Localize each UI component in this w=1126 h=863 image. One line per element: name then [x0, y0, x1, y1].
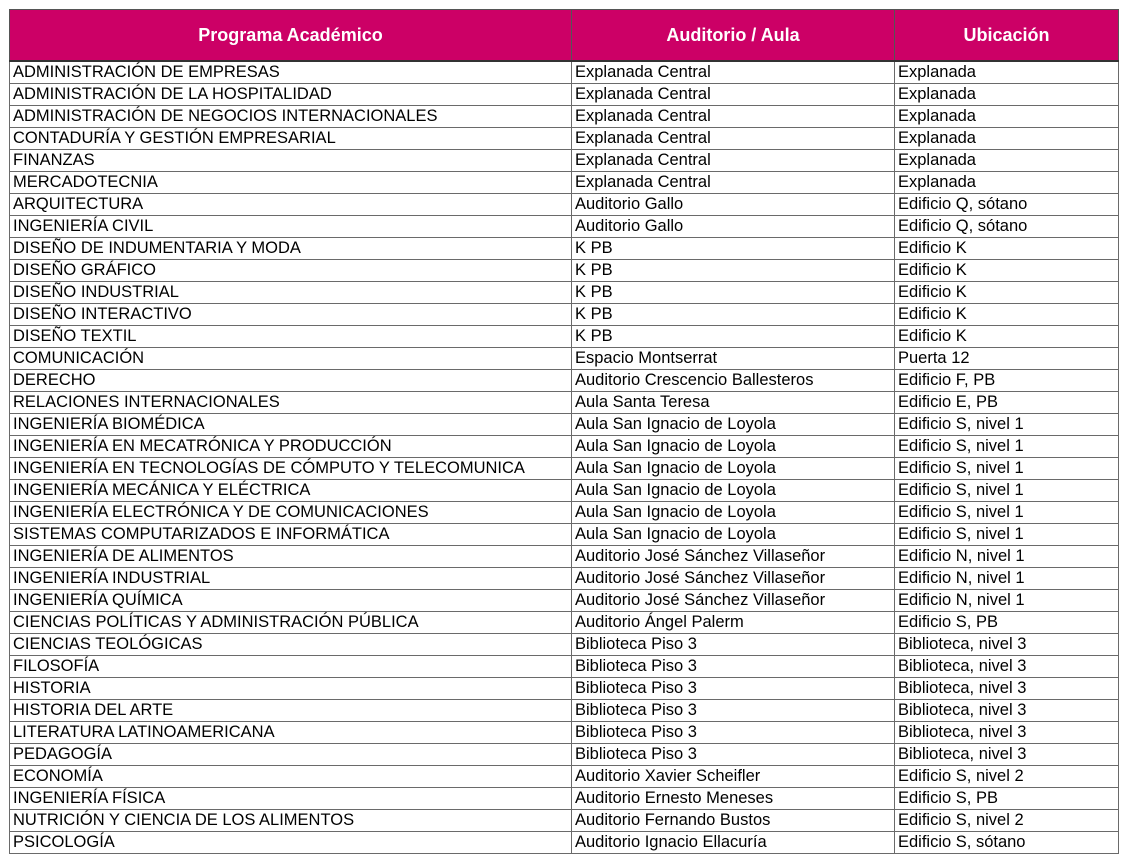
ubicacion-cell: Edificio Q, sótano [895, 216, 1119, 238]
table-row [10, 502, 1119, 524]
table-row [10, 766, 1119, 788]
ubicacion-cell: Edificio S, PB [895, 612, 1119, 634]
header-programa: Programa Académico [10, 10, 572, 62]
programa-cell: ARQUITECTURA [10, 194, 572, 216]
programa-cell: INGENIERÍA FÍSICA [10, 788, 572, 810]
programa-cell: DISEÑO TEXTIL [10, 326, 572, 348]
programa-cell: PEDAGOGÍA [10, 744, 572, 766]
ubicacion-cell: Biblioteca, nivel 3 [895, 678, 1119, 700]
auditorio-cell: Explanada Central [572, 61, 895, 84]
auditorio-cell: Biblioteca Piso 3 [572, 744, 895, 766]
ubicacion-cell: Edificio S, nivel 1 [895, 458, 1119, 480]
programa-cell: INGENIERÍA QUÍMICA [10, 590, 572, 612]
ubicacion-cell: Edificio N, nivel 1 [895, 568, 1119, 590]
table-row [10, 744, 1119, 766]
programa-cell: PSICOLOGÍA [10, 832, 572, 854]
ubicacion-cell: Edificio N, nivel 1 [895, 546, 1119, 568]
ubicacion-cell: Explanada [895, 106, 1119, 128]
table-row [10, 524, 1119, 546]
table-row [10, 172, 1119, 194]
header-row [10, 10, 1119, 62]
table-row [10, 788, 1119, 810]
programa-cell: NUTRICIÓN Y CIENCIA DE LOS ALIMENTOS [10, 810, 572, 832]
auditorio-cell: K PB [572, 326, 895, 348]
programa-cell: INGENIERÍA MECÁNICA Y ELÉCTRICA [10, 480, 572, 502]
programa-cell: HISTORIA [10, 678, 572, 700]
auditorio-cell: Aula San Ignacio de Loyola [572, 524, 895, 546]
auditorio-cell: Explanada Central [572, 128, 895, 150]
ubicacion-cell: Explanada [895, 150, 1119, 172]
table-row [10, 634, 1119, 656]
header-auditorio: Auditorio / Aula [572, 10, 895, 62]
auditorio-cell: Biblioteca Piso 3 [572, 722, 895, 744]
auditorio-cell: Auditorio Xavier Scheifler [572, 766, 895, 788]
table-row [10, 150, 1119, 172]
ubicacion-cell: Explanada [895, 61, 1119, 84]
table-row [10, 700, 1119, 722]
table-row [10, 568, 1119, 590]
auditorio-cell: Auditorio Gallo [572, 216, 895, 238]
programa-cell: ADMINISTRACIÓN DE EMPRESAS [10, 61, 572, 84]
auditorio-cell: Explanada Central [572, 150, 895, 172]
auditorio-cell: Auditorio Ignacio Ellacuría [572, 832, 895, 854]
programa-cell: HISTORIA DEL ARTE [10, 700, 572, 722]
ubicacion-cell: Edificio K [895, 326, 1119, 348]
auditorio-cell: K PB [572, 260, 895, 282]
table-row [10, 282, 1119, 304]
auditorio-cell: Auditorio Ernesto Meneses [572, 788, 895, 810]
ubicacion-cell: Edificio S, sótano [895, 832, 1119, 854]
auditorio-cell: Auditorio Ángel Palerm [572, 612, 895, 634]
programa-cell: INGENIERÍA CIVIL [10, 216, 572, 238]
programa-cell: DISEÑO INDUSTRIAL [10, 282, 572, 304]
table-row [10, 810, 1119, 832]
ubicacion-cell: Biblioteca, nivel 3 [895, 744, 1119, 766]
programa-cell: RELACIONES INTERNACIONALES [10, 392, 572, 414]
auditorio-cell: K PB [572, 238, 895, 260]
programa-cell: FILOSOFÍA [10, 656, 572, 678]
ubicacion-cell: Edificio S, nivel 2 [895, 810, 1119, 832]
auditorio-cell: Aula Santa Teresa [572, 392, 895, 414]
table-row [10, 194, 1119, 216]
table-row [10, 656, 1119, 678]
table-header [10, 10, 1119, 62]
ubicacion-cell: Edificio K [895, 260, 1119, 282]
ubicacion-cell: Edificio S, nivel 1 [895, 524, 1119, 546]
ubicacion-cell: Edificio F, PB [895, 370, 1119, 392]
auditorio-cell: Biblioteca Piso 3 [572, 678, 895, 700]
programa-cell: INGENIERÍA INDUSTRIAL [10, 568, 572, 590]
programa-cell: INGENIERÍA DE ALIMENTOS [10, 546, 572, 568]
ubicacion-cell: Puerta 12 [895, 348, 1119, 370]
ubicacion-cell: Edificio S, PB [895, 788, 1119, 810]
programa-cell: SISTEMAS COMPUTARIZADOS E INFORMÁTICA [10, 524, 572, 546]
programa-cell: LITERATURA LATINOAMERICANA [10, 722, 572, 744]
table-row [10, 106, 1119, 128]
programa-cell: FINANZAS [10, 150, 572, 172]
auditorio-cell: Auditorio Crescencio Ballesteros [572, 370, 895, 392]
programa-cell: CIENCIAS TEOLÓGICAS [10, 634, 572, 656]
table-row [10, 480, 1119, 502]
table-body [10, 61, 1119, 854]
table-row [10, 61, 1119, 84]
table-row [10, 612, 1119, 634]
table-row [10, 260, 1119, 282]
auditorio-cell: K PB [572, 282, 895, 304]
auditorio-cell: Biblioteca Piso 3 [572, 656, 895, 678]
programa-cell: DISEÑO GRÁFICO [10, 260, 572, 282]
auditorio-cell: Aula San Ignacio de Loyola [572, 480, 895, 502]
ubicacion-cell: Explanada [895, 84, 1119, 106]
auditorio-cell: Auditorio José Sánchez Villaseñor [572, 568, 895, 590]
auditorio-cell: Auditorio José Sánchez Villaseñor [572, 590, 895, 612]
ubicacion-cell: Edificio S, nivel 1 [895, 414, 1119, 436]
programa-cell: INGENIERÍA BIOMÉDICA [10, 414, 572, 436]
auditorio-cell: Explanada Central [572, 84, 895, 106]
programa-cell: MERCADOTECNIA [10, 172, 572, 194]
auditorio-cell: K PB [572, 304, 895, 326]
ubicacion-cell: Explanada [895, 128, 1119, 150]
auditorio-cell: Auditorio Gallo [572, 194, 895, 216]
table-row [10, 216, 1119, 238]
programa-cell: DISEÑO DE INDUMENTARIA Y MODA [10, 238, 572, 260]
auditorio-cell: Aula San Ignacio de Loyola [572, 502, 895, 524]
programa-cell: CONTADURÍA Y GESTIÓN EMPRESARIAL [10, 128, 572, 150]
auditorio-cell: Auditorio José Sánchez Villaseñor [572, 546, 895, 568]
ubicacion-cell: Edificio K [895, 304, 1119, 326]
programa-cell: INGENIERÍA EN MECATRÓNICA Y PRODUCCIÓN [10, 436, 572, 458]
ubicacion-cell: Biblioteca, nivel 3 [895, 722, 1119, 744]
table-row [10, 326, 1119, 348]
table-row [10, 348, 1119, 370]
ubicacion-cell: Biblioteca, nivel 3 [895, 700, 1119, 722]
auditorio-cell: Explanada Central [572, 106, 895, 128]
programa-cell: INGENIERÍA ELECTRÓNICA Y DE COMUNICACIONES [10, 502, 572, 524]
table-row [10, 546, 1119, 568]
ubicacion-cell: Edificio Q, sótano [895, 194, 1119, 216]
ubicacion-cell: Biblioteca, nivel 3 [895, 634, 1119, 656]
programa-cell: DERECHO [10, 370, 572, 392]
ubicacion-cell: Edificio N, nivel 1 [895, 590, 1119, 612]
programa-cell: CIENCIAS POLÍTICAS Y ADMINISTRACIÓN PÚBLICA [10, 612, 572, 634]
auditorio-cell: Aula San Ignacio de Loyola [572, 458, 895, 480]
auditorio-cell: Explanada Central [572, 172, 895, 194]
auditorio-cell: Biblioteca Piso 3 [572, 634, 895, 656]
table-row [10, 392, 1119, 414]
ubicacion-cell: Explanada [895, 172, 1119, 194]
table-row [10, 832, 1119, 854]
auditorio-cell: Auditorio Fernando Bustos [572, 810, 895, 832]
ubicacion-cell: Edificio S, nivel 1 [895, 502, 1119, 524]
table-row [10, 414, 1119, 436]
auditorio-cell: Aula San Ignacio de Loyola [572, 436, 895, 458]
ubicacion-cell: Edificio E, PB [895, 392, 1119, 414]
ubicacion-cell: Edificio K [895, 238, 1119, 260]
programa-cell: ADMINISTRACIÓN DE LA HOSPITALIDAD [10, 84, 572, 106]
programa-cell: DISEÑO INTERACTIVO [10, 304, 572, 326]
table-row [10, 678, 1119, 700]
auditorio-cell: Espacio Montserrat [572, 348, 895, 370]
table-row [10, 370, 1119, 392]
ubicacion-cell: Edificio S, nivel 1 [895, 480, 1119, 502]
ubicacion-cell: Biblioteca, nivel 3 [895, 656, 1119, 678]
ubicacion-cell: Edificio S, nivel 2 [895, 766, 1119, 788]
table-row [10, 722, 1119, 744]
programs-table [9, 9, 1119, 854]
table-row [10, 590, 1119, 612]
auditorio-cell: Aula San Ignacio de Loyola [572, 414, 895, 436]
auditorio-cell: Biblioteca Piso 3 [572, 700, 895, 722]
ubicacion-cell: Edificio S, nivel 1 [895, 436, 1119, 458]
header-ubicacion: Ubicación [895, 10, 1119, 62]
ubicacion-cell: Edificio K [895, 282, 1119, 304]
table-row [10, 458, 1119, 480]
table-row [10, 436, 1119, 458]
programa-cell: INGENIERÍA EN TECNOLOGÍAS DE CÓMPUTO Y TELECOMUNICA [10, 458, 572, 480]
table-row [10, 128, 1119, 150]
table-row [10, 84, 1119, 106]
programa-cell: COMUNICACIÓN [10, 348, 572, 370]
table-row [10, 304, 1119, 326]
programa-cell: ADMINISTRACIÓN DE NEGOCIOS INTERNACIONALES [10, 106, 572, 128]
programa-cell: ECONOMÍA [10, 766, 572, 788]
table-row [10, 238, 1119, 260]
